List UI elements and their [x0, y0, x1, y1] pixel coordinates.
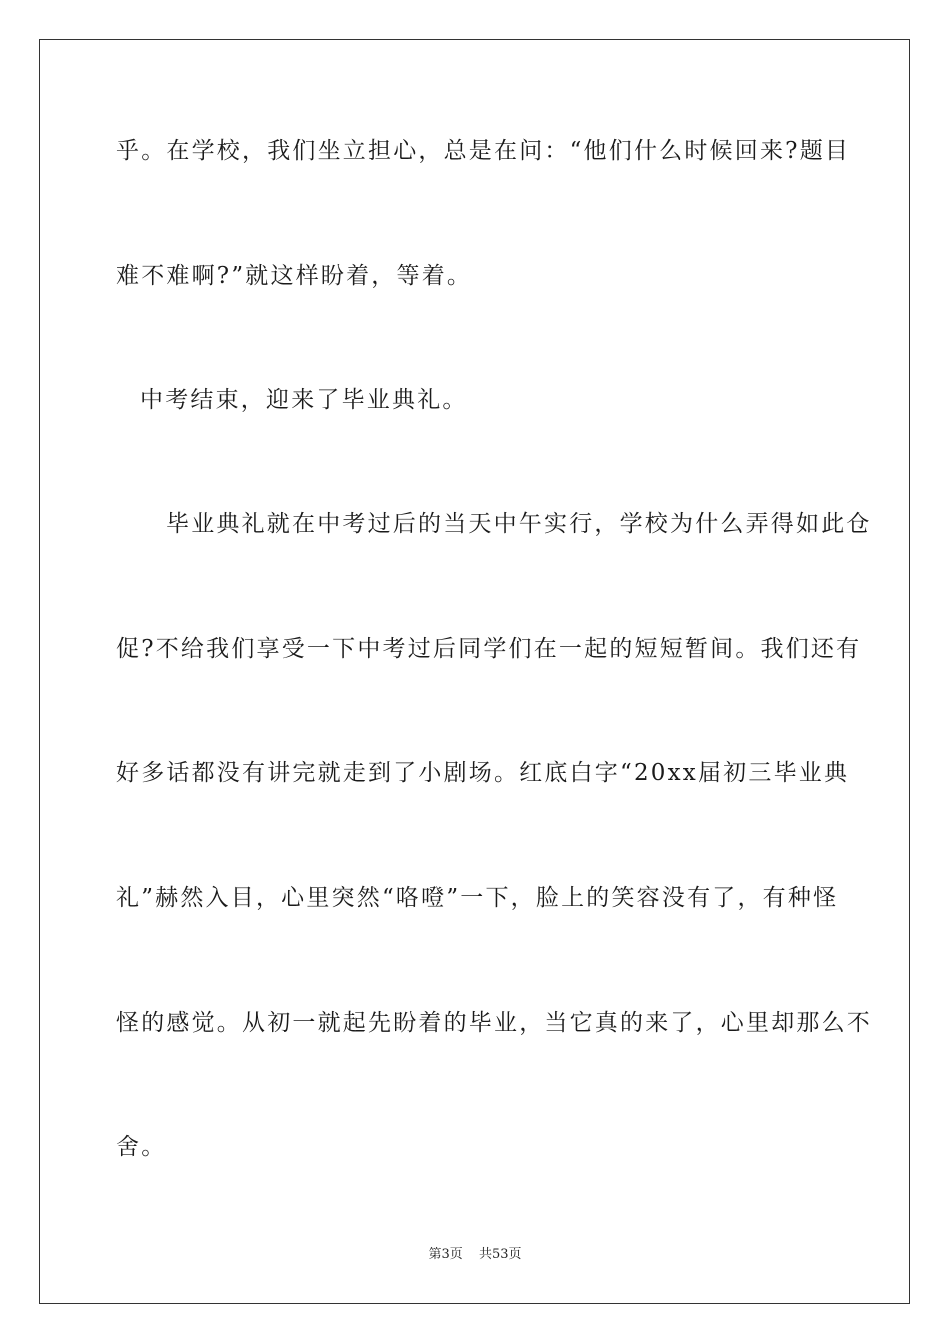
text-line-1: 乎。在学校，我们坐立担心，总是在问：“他们什么时候回来?题目: [116, 138, 851, 164]
text-line-6: 好多话都没有讲完就走到了小剧场。红底白字“20xx届初三毕业典: [116, 760, 850, 786]
text-line-7: 礼”赫然入目，心里突然“咯噔”一下，脸上的笑容没有了，有种怪: [116, 885, 839, 911]
text-line-9: 舍。: [116, 1134, 167, 1160]
page-footer: [0, 1246, 950, 1264]
text-line-5: 促?不给我们享受一下中考过后同学们在一起的短短暂间。我们还有: [116, 636, 862, 662]
page-border: [39, 39, 910, 1304]
page-number: 第3页: [428, 1247, 463, 1262]
text-line-4: 毕业典礼就在中考过后的当天中午实行，学校为什么弄得如此仓: [166, 511, 872, 537]
total-pages: 共53页: [478, 1247, 522, 1262]
text-line-8: 怪的感觉。从初一就起先盼着的毕业，当它真的来了，心里却那么不: [116, 1010, 872, 1036]
text-line-3: 中考结束，迎来了毕业典礼。: [140, 387, 468, 413]
text-line-2: 难不难啊?”就这样盼着，等着。: [116, 263, 473, 289]
